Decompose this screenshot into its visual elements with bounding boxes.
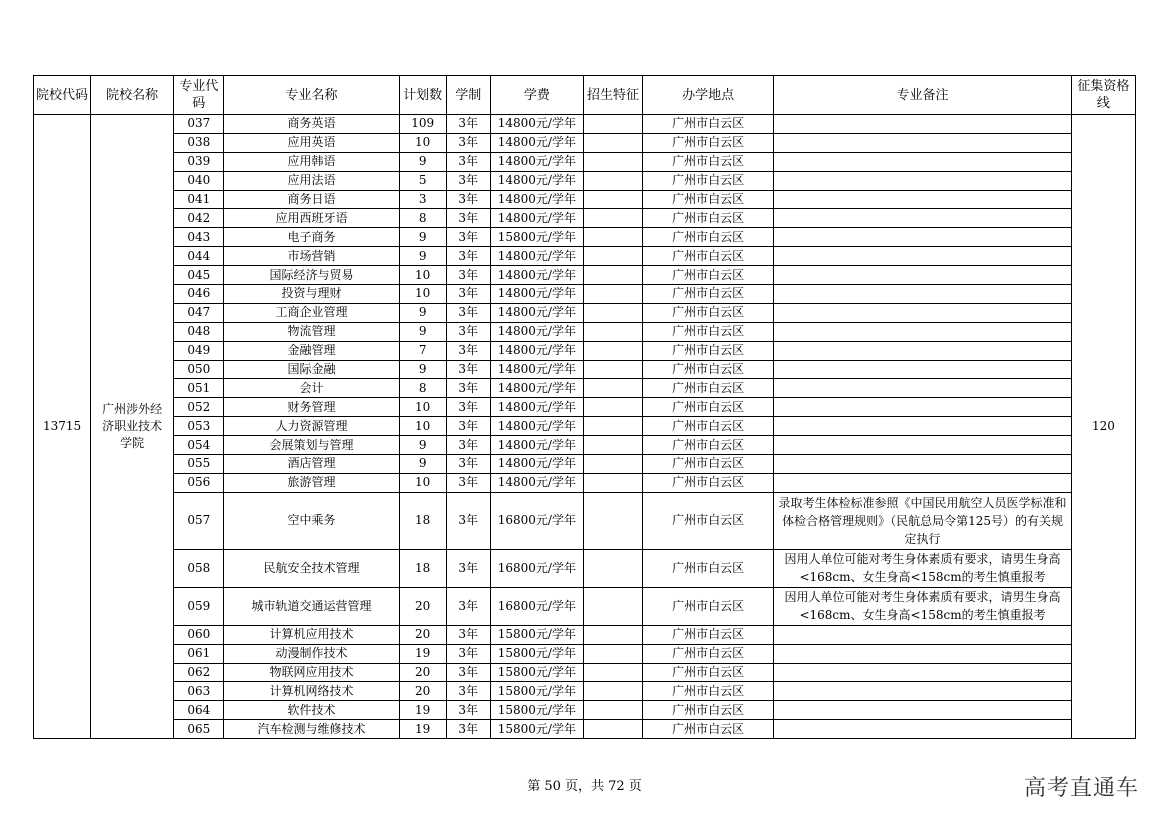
feature-cell bbox=[583, 190, 642, 209]
feature-cell bbox=[583, 266, 642, 285]
note-cell bbox=[774, 644, 1072, 663]
table-row bbox=[34, 436, 1136, 455]
table-row bbox=[34, 115, 1136, 134]
plan-cell: 19 bbox=[399, 644, 446, 663]
note-cell bbox=[774, 455, 1072, 474]
major-name-cell: 应用西班牙语 bbox=[224, 209, 399, 228]
plan-cell: 5 bbox=[399, 171, 446, 190]
major-code-cell: 045 bbox=[174, 266, 224, 285]
major-code-cell: 040 bbox=[174, 171, 224, 190]
note-cell bbox=[774, 190, 1072, 209]
plan-cell: 20 bbox=[399, 663, 446, 682]
note-cell bbox=[774, 266, 1072, 285]
page-footer: 第 50 页，共 72 页 bbox=[527, 779, 642, 794]
location-cell: 广州市白云区 bbox=[643, 455, 774, 474]
feature-cell bbox=[583, 398, 642, 417]
duration-cell: 3年 bbox=[446, 285, 490, 304]
note-cell bbox=[774, 303, 1072, 322]
note-cell bbox=[774, 682, 1072, 701]
header-school-code: 院校代码 bbox=[34, 76, 91, 115]
feature-cell bbox=[583, 171, 642, 190]
table-row bbox=[34, 228, 1136, 247]
duration-cell: 3年 bbox=[446, 436, 490, 455]
plan-cell: 10 bbox=[399, 473, 446, 492]
fee-cell: 15800元/学年 bbox=[490, 682, 583, 701]
feature-cell bbox=[583, 322, 642, 341]
major-code-cell: 039 bbox=[174, 152, 224, 171]
duration-cell: 3年 bbox=[446, 266, 490, 285]
location-cell: 广州市白云区 bbox=[643, 322, 774, 341]
header-note: 专业备注 bbox=[774, 76, 1072, 115]
major-code-cell: 050 bbox=[174, 360, 224, 379]
feature-cell bbox=[583, 473, 642, 492]
major-code-cell: 064 bbox=[174, 701, 224, 720]
fee-cell: 14800元/学年 bbox=[490, 473, 583, 492]
table-row bbox=[34, 266, 1136, 285]
location-cell: 广州市白云区 bbox=[643, 360, 774, 379]
note-cell bbox=[774, 625, 1072, 644]
location-cell: 广州市白云区 bbox=[643, 303, 774, 322]
fee-cell: 15800元/学年 bbox=[490, 701, 583, 720]
plan-cell: 19 bbox=[399, 701, 446, 720]
header-plan: 计划数 bbox=[399, 76, 446, 115]
note-cell bbox=[774, 285, 1072, 304]
plan-cell: 20 bbox=[399, 587, 446, 625]
note-cell bbox=[774, 171, 1072, 190]
table-row bbox=[34, 209, 1136, 228]
duration-cell: 3年 bbox=[446, 663, 490, 682]
feature-cell bbox=[583, 625, 642, 644]
fee-cell: 14800元/学年 bbox=[490, 379, 583, 398]
major-code-cell: 047 bbox=[174, 303, 224, 322]
table-row bbox=[34, 682, 1136, 701]
major-name-cell: 应用法语 bbox=[224, 171, 399, 190]
feature-cell bbox=[583, 285, 642, 304]
table-row bbox=[34, 644, 1136, 663]
feature-cell bbox=[583, 341, 642, 360]
major-code-cell: 063 bbox=[174, 682, 224, 701]
duration-cell: 3年 bbox=[446, 379, 490, 398]
table-row bbox=[34, 379, 1136, 398]
fee-cell: 14800元/学年 bbox=[490, 133, 583, 152]
plan-cell: 18 bbox=[399, 492, 446, 549]
feature-cell bbox=[583, 228, 642, 247]
table-row bbox=[34, 625, 1136, 644]
plan-cell: 3 bbox=[399, 190, 446, 209]
duration-cell: 3年 bbox=[446, 682, 490, 701]
note-cell bbox=[774, 417, 1072, 436]
header-row bbox=[34, 76, 1136, 115]
location-cell: 广州市白云区 bbox=[643, 663, 774, 682]
major-name-cell: 会展策划与管理 bbox=[224, 436, 399, 455]
plan-cell: 7 bbox=[399, 341, 446, 360]
feature-cell bbox=[583, 133, 642, 152]
duration-cell: 3年 bbox=[446, 644, 490, 663]
major-name-cell: 动漫制作技术 bbox=[224, 644, 399, 663]
note-cell bbox=[774, 115, 1072, 134]
feature-cell bbox=[583, 436, 642, 455]
table-row bbox=[34, 663, 1136, 682]
fee-cell: 14800元/学年 bbox=[490, 266, 583, 285]
location-cell: 广州市白云区 bbox=[643, 436, 774, 455]
major-code-cell: 043 bbox=[174, 228, 224, 247]
major-code-cell: 037 bbox=[174, 115, 224, 134]
feature-cell bbox=[583, 587, 642, 625]
feature-cell bbox=[583, 549, 642, 587]
fee-cell: 14800元/学年 bbox=[490, 341, 583, 360]
feature-cell bbox=[583, 720, 642, 739]
major-name-cell: 商务日语 bbox=[224, 190, 399, 209]
school-code-cell: 13715 bbox=[34, 115, 91, 739]
location-cell: 广州市白云区 bbox=[643, 701, 774, 720]
plan-cell: 9 bbox=[399, 455, 446, 474]
table-row bbox=[34, 303, 1136, 322]
major-name-cell: 国际金融 bbox=[224, 360, 399, 379]
note-cell bbox=[774, 341, 1072, 360]
fee-cell: 14800元/学年 bbox=[490, 322, 583, 341]
duration-cell: 3年 bbox=[446, 190, 490, 209]
plan-cell: 9 bbox=[399, 436, 446, 455]
header-score-line: 征集资格线 bbox=[1071, 76, 1135, 115]
duration-cell: 3年 bbox=[446, 247, 490, 266]
location-cell: 广州市白云区 bbox=[643, 587, 774, 625]
location-cell: 广州市白云区 bbox=[643, 190, 774, 209]
duration-cell: 3年 bbox=[446, 625, 490, 644]
major-code-cell: 042 bbox=[174, 209, 224, 228]
major-code-cell: 058 bbox=[174, 549, 224, 587]
header-feature: 招生特征 bbox=[583, 76, 642, 115]
table-row bbox=[34, 322, 1136, 341]
plan-cell: 18 bbox=[399, 549, 446, 587]
location-cell: 广州市白云区 bbox=[643, 417, 774, 436]
duration-cell: 3年 bbox=[446, 303, 490, 322]
table-row bbox=[34, 720, 1136, 739]
major-code-cell: 061 bbox=[174, 644, 224, 663]
major-code-cell: 057 bbox=[174, 492, 224, 549]
note-cell bbox=[774, 398, 1072, 417]
fee-cell: 14800元/学年 bbox=[490, 398, 583, 417]
plan-cell: 10 bbox=[399, 285, 446, 304]
header-school-name: 院校名称 bbox=[91, 76, 174, 115]
note-cell bbox=[774, 701, 1072, 720]
major-name-cell: 民航安全技术管理 bbox=[224, 549, 399, 587]
table-row bbox=[34, 152, 1136, 171]
fee-cell: 14800元/学年 bbox=[490, 455, 583, 474]
major-name-cell: 软件技术 bbox=[224, 701, 399, 720]
major-name-cell: 城市轨道交通运营管理 bbox=[224, 587, 399, 625]
table-row bbox=[34, 473, 1136, 492]
major-name-cell: 酒店管理 bbox=[224, 455, 399, 474]
major-code-cell: 056 bbox=[174, 473, 224, 492]
table-row bbox=[34, 247, 1136, 266]
major-name-cell: 工商企业管理 bbox=[224, 303, 399, 322]
fee-cell: 16800元/学年 bbox=[490, 587, 583, 625]
note-cell bbox=[774, 228, 1072, 247]
location-cell: 广州市白云区 bbox=[643, 228, 774, 247]
table-row bbox=[34, 701, 1136, 720]
major-code-cell: 053 bbox=[174, 417, 224, 436]
plan-cell: 20 bbox=[399, 625, 446, 644]
note-cell: 录取考生体检标准参照《中国民用航空人员医学标准和体检合格管理规则》（民航总局令第125号）的有关规定执行 bbox=[774, 492, 1072, 549]
fee-cell: 16800元/学年 bbox=[490, 492, 583, 549]
note-cell bbox=[774, 436, 1072, 455]
header-major-code: 专业代码 bbox=[174, 76, 224, 115]
fee-cell: 15800元/学年 bbox=[490, 644, 583, 663]
table-row bbox=[34, 587, 1136, 625]
duration-cell: 3年 bbox=[446, 133, 490, 152]
location-cell: 广州市白云区 bbox=[643, 171, 774, 190]
header-fee: 学费 bbox=[490, 76, 583, 115]
duration-cell: 3年 bbox=[446, 228, 490, 247]
major-code-cell: 038 bbox=[174, 133, 224, 152]
major-code-cell: 062 bbox=[174, 663, 224, 682]
major-code-cell: 046 bbox=[174, 285, 224, 304]
duration-cell: 3年 bbox=[446, 701, 490, 720]
plan-cell: 9 bbox=[399, 360, 446, 379]
major-name-cell: 金融管理 bbox=[224, 341, 399, 360]
table-row bbox=[34, 417, 1136, 436]
table-row bbox=[34, 455, 1136, 474]
table-body bbox=[34, 115, 1136, 739]
note-cell bbox=[774, 322, 1072, 341]
header-duration: 学制 bbox=[446, 76, 490, 115]
note-cell bbox=[774, 133, 1072, 152]
plan-cell: 9 bbox=[399, 247, 446, 266]
table-row bbox=[34, 171, 1136, 190]
major-name-cell: 财务管理 bbox=[224, 398, 399, 417]
table-row bbox=[34, 190, 1136, 209]
header-location: 办学地点 bbox=[643, 76, 774, 115]
plan-cell: 20 bbox=[399, 682, 446, 701]
major-name-cell: 会计 bbox=[224, 379, 399, 398]
plan-cell: 10 bbox=[399, 266, 446, 285]
plan-cell: 9 bbox=[399, 322, 446, 341]
note-cell bbox=[774, 247, 1072, 266]
major-code-cell: 044 bbox=[174, 247, 224, 266]
feature-cell bbox=[583, 492, 642, 549]
fee-cell: 14800元/学年 bbox=[490, 152, 583, 171]
note-cell bbox=[774, 209, 1072, 228]
major-name-cell: 市场营销 bbox=[224, 247, 399, 266]
major-name-cell: 投资与理财 bbox=[224, 285, 399, 304]
major-name-cell: 计算机应用技术 bbox=[224, 625, 399, 644]
duration-cell: 3年 bbox=[446, 322, 490, 341]
location-cell: 广州市白云区 bbox=[643, 492, 774, 549]
plan-cell: 9 bbox=[399, 303, 446, 322]
table-row bbox=[34, 360, 1136, 379]
major-name-cell: 应用英语 bbox=[224, 133, 399, 152]
feature-cell bbox=[583, 303, 642, 322]
feature-cell bbox=[583, 360, 642, 379]
duration-cell: 3年 bbox=[446, 417, 490, 436]
plan-cell: 10 bbox=[399, 398, 446, 417]
location-cell: 广州市白云区 bbox=[643, 247, 774, 266]
plan-cell: 8 bbox=[399, 379, 446, 398]
note-cell: 因用人单位可能对考生身体素质有要求，请男生身高<168cm、女生身高<158cm的考生慎重报考 bbox=[774, 549, 1072, 587]
location-cell: 广州市白云区 bbox=[643, 644, 774, 663]
fee-cell: 14800元/学年 bbox=[490, 285, 583, 304]
major-name-cell: 物联网应用技术 bbox=[224, 663, 399, 682]
note-cell bbox=[774, 379, 1072, 398]
table-row bbox=[34, 492, 1136, 549]
feature-cell bbox=[583, 455, 642, 474]
duration-cell: 3年 bbox=[446, 549, 490, 587]
school-name-cell: 广州涉外经济职业技术学院 bbox=[91, 115, 174, 739]
fee-cell: 14800元/学年 bbox=[490, 247, 583, 266]
duration-cell: 3年 bbox=[446, 360, 490, 379]
fee-cell: 14800元/学年 bbox=[490, 190, 583, 209]
watermark-logo: 高考直通车 bbox=[1023, 776, 1139, 801]
feature-cell bbox=[583, 663, 642, 682]
major-code-cell: 051 bbox=[174, 379, 224, 398]
major-name-cell: 人力资源管理 bbox=[224, 417, 399, 436]
major-code-cell: 048 bbox=[174, 322, 224, 341]
location-cell: 广州市白云区 bbox=[643, 209, 774, 228]
major-name-cell: 空中乘务 bbox=[224, 492, 399, 549]
plan-cell: 8 bbox=[399, 209, 446, 228]
major-name-cell: 商务英语 bbox=[224, 115, 399, 134]
feature-cell bbox=[583, 247, 642, 266]
table-row bbox=[34, 341, 1136, 360]
note-cell bbox=[774, 720, 1072, 739]
major-code-cell: 054 bbox=[174, 436, 224, 455]
table-row bbox=[34, 285, 1136, 304]
duration-cell: 3年 bbox=[446, 492, 490, 549]
major-name-cell: 计算机网络技术 bbox=[224, 682, 399, 701]
fee-cell: 14800元/学年 bbox=[490, 303, 583, 322]
fee-cell: 15800元/学年 bbox=[490, 663, 583, 682]
location-cell: 广州市白云区 bbox=[643, 720, 774, 739]
fee-cell: 15800元/学年 bbox=[490, 228, 583, 247]
location-cell: 广州市白云区 bbox=[643, 266, 774, 285]
plan-cell: 10 bbox=[399, 133, 446, 152]
major-name-cell: 物流管理 bbox=[224, 322, 399, 341]
duration-cell: 3年 bbox=[446, 341, 490, 360]
fee-cell: 14800元/学年 bbox=[490, 417, 583, 436]
feature-cell bbox=[583, 115, 642, 134]
plan-cell: 19 bbox=[399, 720, 446, 739]
location-cell: 广州市白云区 bbox=[643, 152, 774, 171]
major-code-cell: 065 bbox=[174, 720, 224, 739]
feature-cell bbox=[583, 379, 642, 398]
duration-cell: 3年 bbox=[446, 720, 490, 739]
duration-cell: 3年 bbox=[446, 398, 490, 417]
fee-cell: 14800元/学年 bbox=[490, 436, 583, 455]
duration-cell: 3年 bbox=[446, 587, 490, 625]
note-cell bbox=[774, 152, 1072, 171]
major-code-cell: 055 bbox=[174, 455, 224, 474]
feature-cell bbox=[583, 682, 642, 701]
table-row bbox=[34, 133, 1136, 152]
note-cell: 因用人单位可能对考生身体素质有要求，请男生身高<168cm、女生身高<158cm的考生慎重报考 bbox=[774, 587, 1072, 625]
major-code-cell: 059 bbox=[174, 587, 224, 625]
feature-cell bbox=[583, 701, 642, 720]
plan-cell: 10 bbox=[399, 417, 446, 436]
plan-cell: 9 bbox=[399, 152, 446, 171]
fee-cell: 16800元/学年 bbox=[490, 549, 583, 587]
major-name-cell: 汽车检测与维修技术 bbox=[224, 720, 399, 739]
table-row bbox=[34, 549, 1136, 587]
duration-cell: 3年 bbox=[446, 152, 490, 171]
feature-cell bbox=[583, 152, 642, 171]
feature-cell bbox=[583, 417, 642, 436]
major-name-cell: 应用韩语 bbox=[224, 152, 399, 171]
duration-cell: 3年 bbox=[446, 171, 490, 190]
fee-cell: 14800元/学年 bbox=[490, 115, 583, 134]
fee-cell: 14800元/学年 bbox=[490, 360, 583, 379]
major-name-cell: 电子商务 bbox=[224, 228, 399, 247]
duration-cell: 3年 bbox=[446, 209, 490, 228]
fee-cell: 14800元/学年 bbox=[490, 171, 583, 190]
major-name-cell: 旅游管理 bbox=[224, 473, 399, 492]
plan-cell: 9 bbox=[399, 228, 446, 247]
location-cell: 广州市白云区 bbox=[643, 398, 774, 417]
fee-cell: 14800元/学年 bbox=[490, 209, 583, 228]
location-cell: 广州市白云区 bbox=[643, 133, 774, 152]
major-code-cell: 052 bbox=[174, 398, 224, 417]
major-code-cell: 049 bbox=[174, 341, 224, 360]
duration-cell: 3年 bbox=[446, 115, 490, 134]
major-code-cell: 041 bbox=[174, 190, 224, 209]
major-name-cell: 国际经济与贸易 bbox=[224, 266, 399, 285]
duration-cell: 3年 bbox=[446, 455, 490, 474]
location-cell: 广州市白云区 bbox=[643, 682, 774, 701]
admission-table bbox=[33, 75, 1136, 739]
fee-cell: 15800元/学年 bbox=[490, 720, 583, 739]
location-cell: 广州市白云区 bbox=[643, 625, 774, 644]
location-cell: 广州市白云区 bbox=[643, 473, 774, 492]
feature-cell bbox=[583, 209, 642, 228]
note-cell bbox=[774, 473, 1072, 492]
note-cell bbox=[774, 663, 1072, 682]
location-cell: 广州市白云区 bbox=[643, 549, 774, 587]
feature-cell bbox=[583, 644, 642, 663]
note-cell bbox=[774, 360, 1072, 379]
duration-cell: 3年 bbox=[446, 473, 490, 492]
location-cell: 广州市白云区 bbox=[643, 285, 774, 304]
location-cell: 广州市白云区 bbox=[643, 379, 774, 398]
table-row bbox=[34, 398, 1136, 417]
major-code-cell: 060 bbox=[174, 625, 224, 644]
location-cell: 广州市白云区 bbox=[643, 115, 774, 134]
plan-cell: 109 bbox=[399, 115, 446, 134]
fee-cell: 15800元/学年 bbox=[490, 625, 583, 644]
score-line-cell: 120 bbox=[1071, 115, 1135, 739]
header-major-name: 专业名称 bbox=[224, 76, 399, 115]
location-cell: 广州市白云区 bbox=[643, 341, 774, 360]
